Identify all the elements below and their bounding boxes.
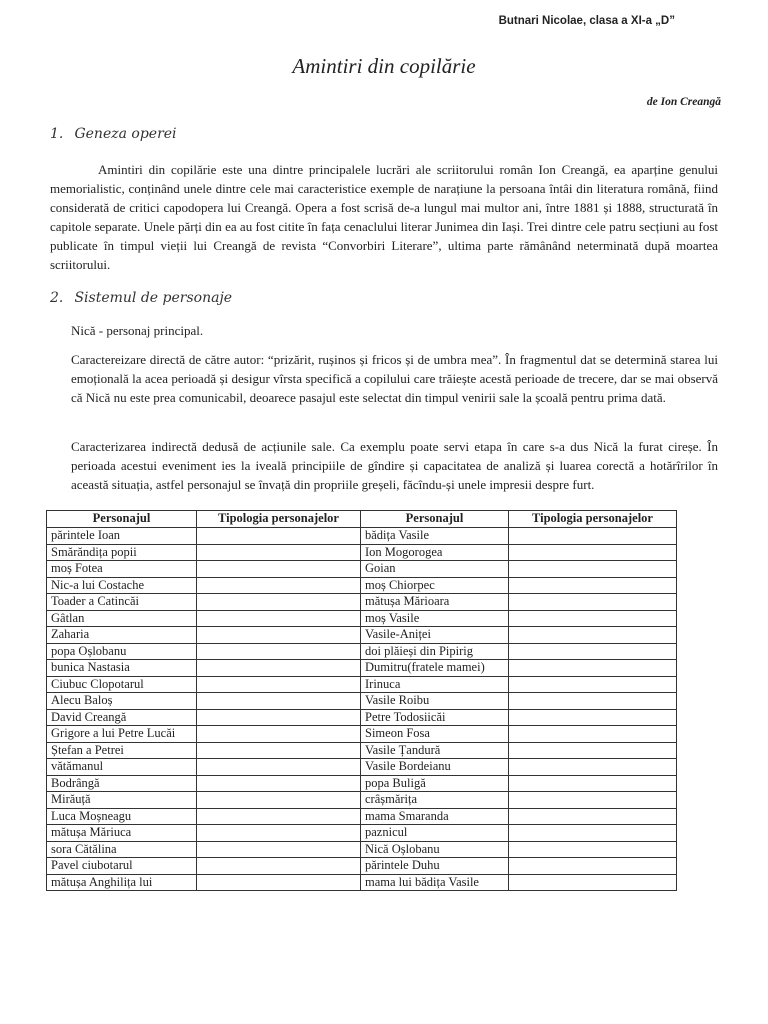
character-name-cell: Vasile-Aniței [361, 627, 509, 644]
character-name-cell: moș Fotea [47, 561, 197, 578]
typology-cell [509, 841, 677, 858]
table-row [47, 577, 677, 594]
character-name-cell: popa Buligă [361, 775, 509, 792]
table-row [47, 627, 677, 644]
personaje-paragraph-3: Caracterizarea indirectă dedusă de acțiunile sale. Ca exemplu poate servi etapa în care s-a dus Nică la furat cireșe. În perioada acestui eveniment ies la iveală principiile de gîndire și capacitatea de analiză și luarea corectă a hotărîrilor în această situația, astfel personajul se învață din propriile greșeli, făcîndu-și unele impresii despre furt. [71, 439, 718, 492]
character-name-cell: moș Chiorpec [361, 577, 509, 594]
typology-cell [509, 660, 677, 677]
typology-cell [509, 726, 677, 743]
character-name-cell: sora Cătălina [47, 841, 197, 858]
typology-cell [509, 528, 677, 545]
typology-cell [509, 544, 677, 561]
typology-cell [197, 709, 361, 726]
typology-cell [509, 627, 677, 644]
typology-cell [509, 742, 677, 759]
table-row [47, 561, 677, 578]
typology-cell [197, 577, 361, 594]
character-name-cell: Toader a Catincăi [47, 594, 197, 611]
typology-cell [197, 792, 361, 809]
typology-cell [197, 759, 361, 776]
header-personajul-1: Personajul [47, 511, 197, 528]
table-row [47, 709, 677, 726]
table-header-row [47, 511, 677, 528]
section-title: Geneza operei [74, 126, 177, 142]
typology-cell [509, 561, 677, 578]
typology-cell [509, 577, 677, 594]
character-name-cell: Simeon Fosa [361, 726, 509, 743]
character-name-cell: Vasile Bordeianu [361, 759, 509, 776]
author-line: Butnari Nicolae, clasa a XI-a „D” [498, 15, 675, 27]
section-heading-personaje [50, 290, 232, 306]
typology-cell [197, 676, 361, 693]
typology-cell [197, 643, 361, 660]
document-title: Amintiri din copilărie [292, 54, 476, 78]
character-name-cell: părintele Duhu [361, 858, 509, 875]
table-row [47, 759, 677, 776]
character-name-cell: Bodrângă [47, 775, 197, 792]
section-heading-geneza [50, 126, 177, 142]
character-name-cell: popa Oșlobanu [47, 643, 197, 660]
character-name-cell: mătușa Mărioara [361, 594, 509, 611]
typology-cell [509, 858, 677, 875]
character-name-cell: Ion Mogorogea [361, 544, 509, 561]
section-title: Sistemul de personaje [74, 290, 233, 306]
character-name-cell: Alecu Baloș [47, 693, 197, 710]
character-name-cell: paznicul [361, 825, 509, 842]
section-number: 1. [50, 126, 64, 142]
table-row [47, 528, 677, 545]
character-name-cell: Nic-a lui Costache [47, 577, 197, 594]
character-name-cell: doi plăieși din Pipirig [361, 643, 509, 660]
character-name-cell: Pavel ciubotarul [47, 858, 197, 875]
typology-cell [197, 726, 361, 743]
typology-cell [509, 610, 677, 627]
header-tipologia-2: Tipologia personajelor [509, 511, 677, 528]
table-row [47, 594, 677, 611]
table-row [47, 825, 677, 842]
typology-cell [197, 825, 361, 842]
typology-cell [509, 709, 677, 726]
typology-cell [197, 858, 361, 875]
character-name-cell: părintele Ioan [47, 528, 197, 545]
typology-cell [509, 874, 677, 891]
character-name-cell: Irinuca [361, 676, 509, 693]
author-byline: de Ion Creangă [646, 96, 721, 108]
character-name-cell: Zaharia [47, 627, 197, 644]
character-name-cell: bunica Nastasia [47, 660, 197, 677]
typology-cell [197, 610, 361, 627]
typology-cell [197, 808, 361, 825]
typology-cell [197, 841, 361, 858]
character-name-cell: vătămanul [47, 759, 197, 776]
typology-cell [197, 561, 361, 578]
typology-cell [509, 759, 677, 776]
table-row [47, 858, 677, 875]
characters-table [46, 510, 677, 891]
character-name-cell: Vasile Roibu [361, 693, 509, 710]
typology-cell [509, 808, 677, 825]
typology-cell [509, 825, 677, 842]
typology-cell [509, 676, 677, 693]
character-name-cell: mătușa Măriuca [47, 825, 197, 842]
character-name-cell: Goian [361, 561, 509, 578]
table-row [47, 693, 677, 710]
header-tipologia-1: Tipologia personajelor [197, 511, 361, 528]
table-row [47, 775, 677, 792]
character-name-cell: moș Vasile [361, 610, 509, 627]
typology-cell [509, 775, 677, 792]
section-number: 2. [50, 290, 64, 306]
character-name-cell: David Creangă [47, 709, 197, 726]
table-row [47, 874, 677, 891]
header-personajul-2: Personajul [361, 511, 509, 528]
personaje-paragraph-1: Nică - personaj principal. [71, 323, 204, 338]
table-row [47, 841, 677, 858]
character-name-cell: Ștefan a Petrei [47, 742, 197, 759]
character-name-cell: Gâtlan [47, 610, 197, 627]
character-name-cell: Luca Moșneagu [47, 808, 197, 825]
typology-cell [197, 660, 361, 677]
character-name-cell: Smărăndița popii [47, 544, 197, 561]
character-name-cell: mătușa Anghilița lui [47, 874, 197, 891]
typology-cell [509, 693, 677, 710]
character-name-cell: bădița Vasile [361, 528, 509, 545]
typology-cell [197, 742, 361, 759]
personaje-paragraph-2: Caractereizare directă de către autor: “prizărit, rușinos și fricos și de umbra mea”. În fragmentul dat se determină starea lui emoțională la acea perioadă și desigur vîrsta specifică a copilului care trăiește acestă perioade de trecere, dar se mai observă că Nică nu este prea comunicabil, deoarece pasajul este selectat din timpul venirii sale la școală pentru prima dată. [71, 352, 718, 405]
character-name-cell: Nică Oșlobanu [361, 841, 509, 858]
typology-cell [509, 643, 677, 660]
character-name-cell: mama Smaranda [361, 808, 509, 825]
table-row [47, 643, 677, 660]
table-row [47, 726, 677, 743]
character-name-cell: crâșmărița [361, 792, 509, 809]
character-name-cell: Mirăuță [47, 792, 197, 809]
character-name-cell: Ciubuc Clopotarul [47, 676, 197, 693]
typology-cell [197, 594, 361, 611]
character-name-cell: Petre Todosiicăi [361, 709, 509, 726]
typology-cell [197, 627, 361, 644]
typology-cell [197, 693, 361, 710]
typology-cell [197, 874, 361, 891]
table-row [47, 742, 677, 759]
typology-cell [197, 544, 361, 561]
table-row [47, 610, 677, 627]
typology-cell [509, 792, 677, 809]
table-row [47, 676, 677, 693]
character-name-cell: mama lui bădița Vasile [361, 874, 509, 891]
typology-cell [197, 528, 361, 545]
typology-cell [509, 594, 677, 611]
geneza-paragraph: Amintiri din copilărie este una dintre principalele lucrări ale scriitorului român Ion Creangă, ea aparține genului memorialistic, conținând unele dintre cele mai caracteristice exemple de narațiune la persoana întâi din literatura română, fiind considerată de critici capodopera lui Creangă. Opera a fost scrisă de-a lungul mai multor ani, între 1881 și 1888, structurată în capitole separate. Unele părți din ea au fost citite în fața cenaclului literar Junimea din Iași. Trei dintre cele patru secțiuni au fost publicate în timpul vieții lui Creangă de revista “Convorbiri Literare”, ultima parte rămânând neterminată după moartea scriitorului. [50, 162, 718, 272]
table-row [47, 808, 677, 825]
typology-cell [197, 775, 361, 792]
character-name-cell: Grigore a lui Petre Lucăi [47, 726, 197, 743]
character-name-cell: Vasile Țandură [361, 742, 509, 759]
table-row [47, 792, 677, 809]
table-row [47, 660, 677, 677]
table-row [47, 544, 677, 561]
character-name-cell: Dumitru(fratele mamei) [361, 660, 509, 677]
